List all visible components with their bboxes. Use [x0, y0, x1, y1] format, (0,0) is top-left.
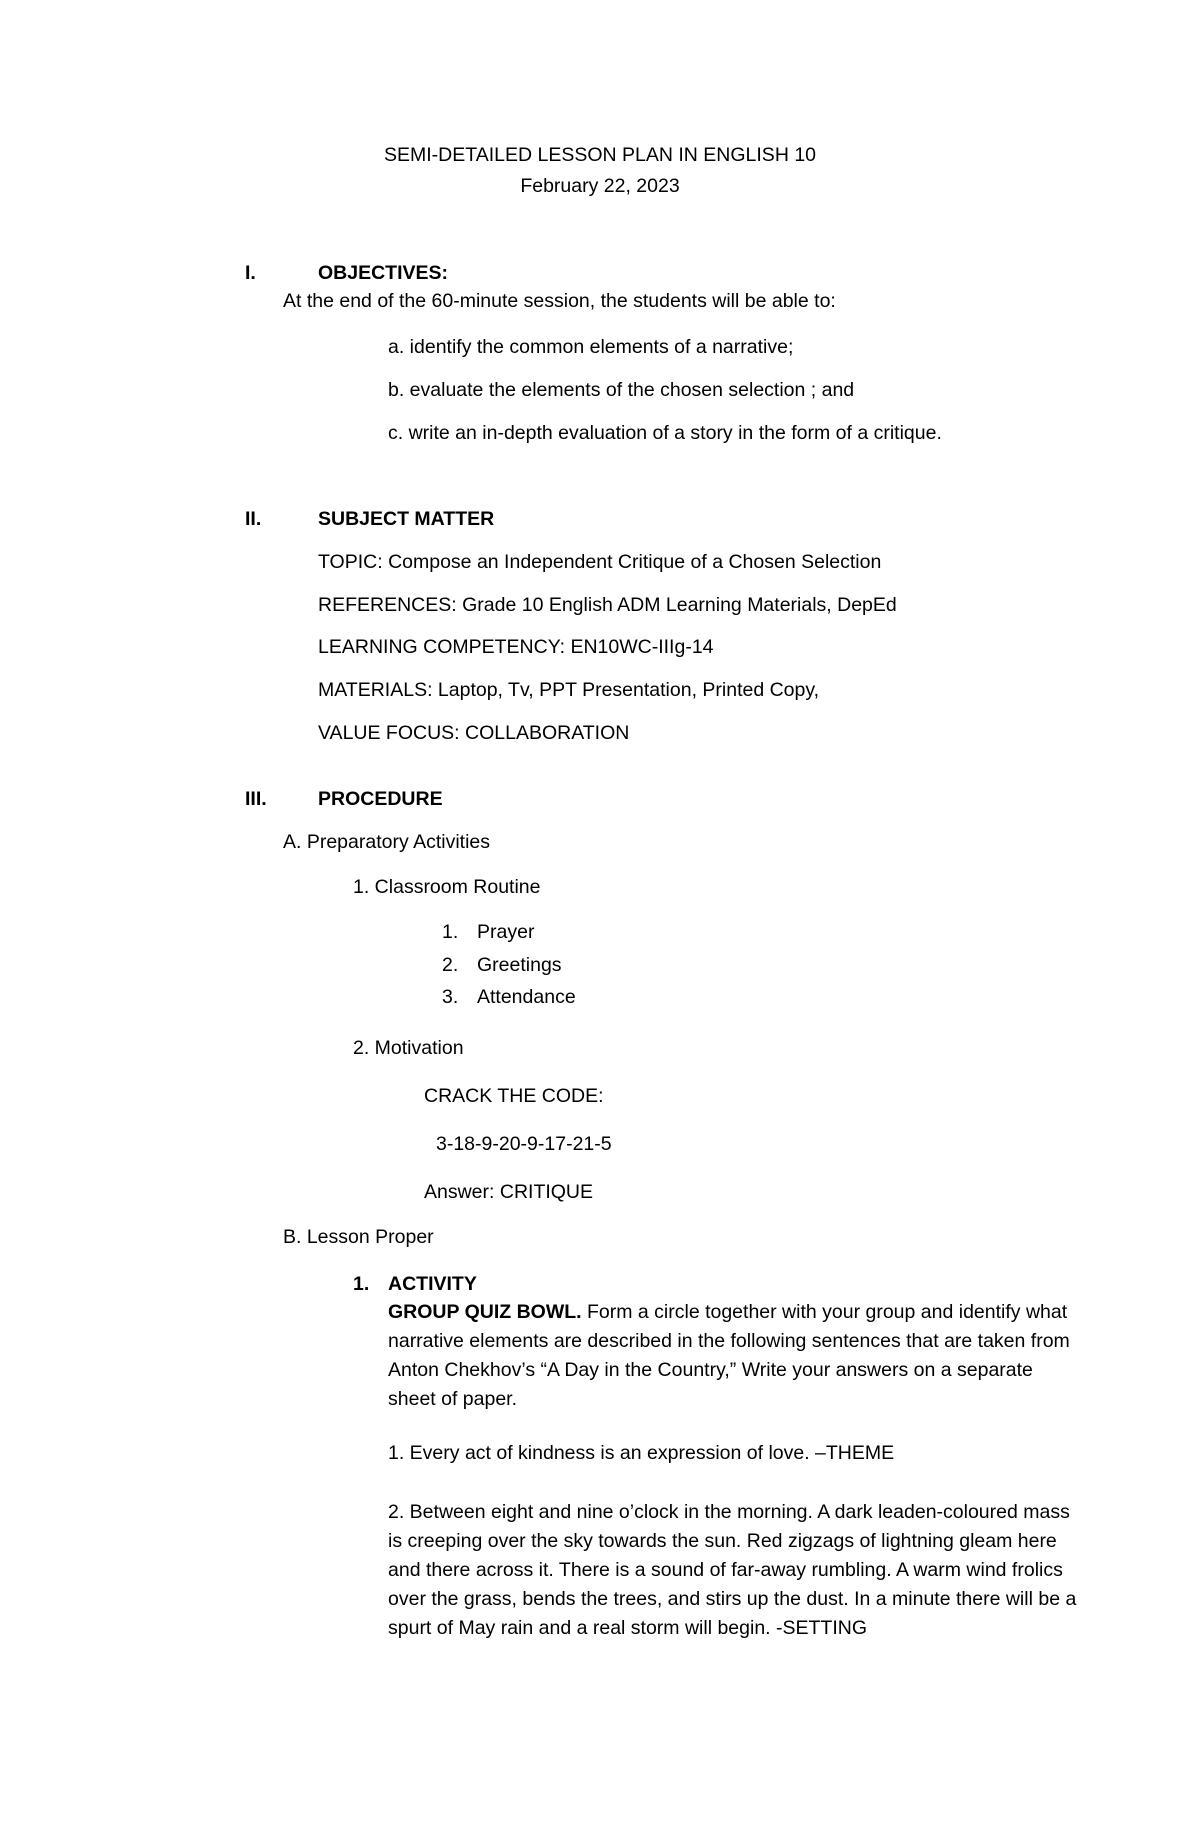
document-date: February 22, 2023	[520, 175, 680, 197]
quiz-item-setting: 2. Between eight and nine o’clock in the morning. A dark leaden-coloured mass is creeping over the sky towards the sun. Red zigzags of lightning gleam here and there across it. There is a sound of far-away rumbling. A warm wind frolics over the grass, bends the trees, and stirs up the dust. In a minute there will be a spurt of May rain and a real storm will begin. -SETTING	[388, 1501, 1077, 1639]
routine-item-prayer: Prayer	[477, 921, 535, 943]
routine-item-number: 1.	[442, 921, 459, 943]
section-numeral-objectives: I.	[245, 262, 256, 284]
subject-value-focus: VALUE FOCUS: COLLABORATION	[318, 722, 630, 744]
activity-lead: GROUP QUIZ BOWL.	[388, 1301, 582, 1323]
objective-item: a. identify the common elements of a narrative;	[388, 336, 794, 358]
subject-references: REFERENCES: Grade 10 English ADM Learning Materials, DepEd	[318, 594, 897, 616]
code-answer: Answer: CRITIQUE	[424, 1181, 594, 1203]
subject-competency: LEARNING COMPETENCY: EN10WC-IIIg-14	[318, 636, 714, 658]
activity-heading: ACTIVITY	[388, 1273, 477, 1295]
section-numeral-subject-matter: II.	[245, 508, 262, 530]
subject-topic: TOPIC: Compose an Independent Critique of a Chosen Selection	[318, 551, 882, 573]
motivation-label: 2. Motivation	[353, 1037, 464, 1059]
crack-the-code-label: CRACK THE CODE:	[424, 1085, 604, 1107]
activity-instructions	[388, 1298, 1078, 1414]
routine-item-number: 2.	[442, 954, 459, 976]
objectives-intro: At the end of the 60-minute session, the students will be able to:	[283, 290, 836, 312]
section-heading-objectives: OBJECTIVES:	[318, 262, 449, 284]
activity-text: Form a circle together with your group and identify what narrative elements are described in the following sentences that are taken from Anton Chekhov’s “A Day in the Country,” Write your answers on a separate sheet of paper.	[388, 1301, 1070, 1410]
section-heading-procedure: PROCEDURE	[318, 788, 443, 810]
preparatory-activities-label: A. Preparatory Activities	[283, 831, 490, 853]
activity-number: 1.	[353, 1273, 370, 1295]
routine-item-greetings: Greetings	[477, 954, 562, 976]
subject-materials: MATERIALS: Laptop, Tv, PPT Presentation, Printed Copy,	[318, 679, 820, 701]
code-sequence: 3-18-9-20-9-17-21-5	[436, 1133, 612, 1155]
objective-item: b. evaluate the elements of the chosen selection ; and	[388, 379, 855, 401]
quiz-item-theme: 1. Every act of kindness is an expression of love. –THEME	[388, 1442, 895, 1464]
document-title: SEMI-DETAILED LESSON PLAN IN ENGLISH 10	[383, 144, 817, 166]
routine-item-number: 3.	[442, 986, 459, 1008]
routine-item-attendance: Attendance	[477, 986, 576, 1008]
lesson-proper-label: B. Lesson Proper	[283, 1226, 434, 1248]
classroom-routine-label: 1. Classroom Routine	[353, 876, 541, 898]
section-numeral-procedure: III.	[245, 788, 267, 810]
section-heading-subject-matter: SUBJECT MATTER	[318, 508, 495, 530]
objective-item: c. write an in-depth evaluation of a story in the form of a critique.	[388, 422, 942, 444]
